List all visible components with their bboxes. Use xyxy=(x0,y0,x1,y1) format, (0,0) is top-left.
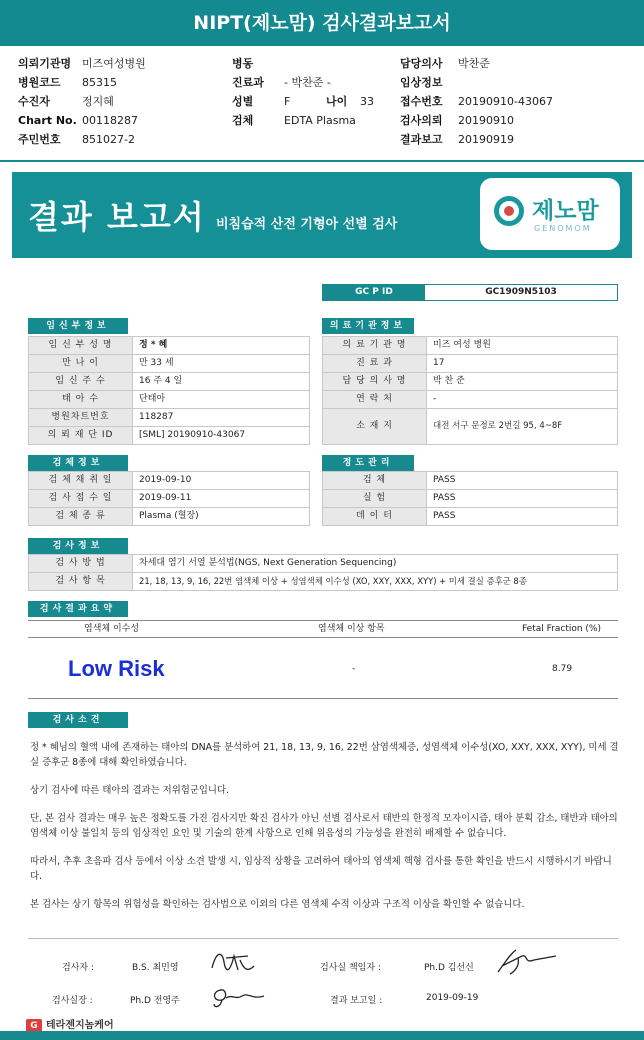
table-value: - xyxy=(427,391,618,409)
patient-info-col1 xyxy=(18,54,146,149)
table-row xyxy=(323,337,618,355)
table-value: 차세대 염기 서열 분석법(NGS, Next Generation Sequencing) xyxy=(133,555,618,573)
result-summary-head xyxy=(28,620,618,638)
info-row xyxy=(18,130,146,149)
tester-signature xyxy=(208,946,258,976)
pregnant-info-header: 임신부정보 xyxy=(28,318,128,334)
table-row xyxy=(29,337,310,355)
info-value: F xyxy=(284,95,291,108)
age-value: 33 xyxy=(360,95,374,108)
specimen-info-table xyxy=(28,471,310,526)
patient-info-col2 xyxy=(232,54,374,130)
table-row xyxy=(323,373,618,391)
table-row xyxy=(29,373,310,391)
gcp-id xyxy=(322,284,618,301)
report-title: NIPT(제노맘) 검사결과보고서 xyxy=(0,0,644,46)
test-info-header: 검사정보 xyxy=(28,538,128,554)
quality-control-table xyxy=(322,471,618,526)
company-mark-icon: G xyxy=(26,1019,42,1033)
table-value: 만 33 세 xyxy=(133,355,310,373)
table-value: 대전 서구 문정로 2번길 95, 4~8F xyxy=(427,409,618,445)
findings-paragraph: 따라서, 추후 초음파 검사 등에서 이상 소견 발생 시, 임상적 상황을 고려하여 태아의 염색체 핵형 검사를 통한 확인을 반드시 시행하시기 바랍니다. xyxy=(30,856,612,882)
info-key: 병동 xyxy=(232,57,254,70)
table-label: 검 사 방 법 xyxy=(29,555,133,573)
table-row xyxy=(29,573,618,591)
info-value: 미즈여성병원 xyxy=(82,57,146,70)
table-row xyxy=(29,472,310,490)
genomom-logo xyxy=(480,178,620,250)
info-value: - 박찬준 - xyxy=(284,76,331,89)
table-label: 의 료 기 관 명 xyxy=(323,337,427,355)
logo-name: 제노맘 xyxy=(532,198,599,224)
table-value: 17 xyxy=(427,355,618,373)
findings-paragraph: 상기 검사에 따른 태아의 결과는 저위험군입니다. xyxy=(30,785,230,796)
table-row xyxy=(323,409,618,445)
table-row xyxy=(323,508,618,526)
table-row xyxy=(323,355,618,373)
table-value: PASS xyxy=(427,508,618,526)
table-value: Plasma (혈장) xyxy=(133,508,310,526)
institution-info-table xyxy=(322,336,618,445)
table-value: 정 * 혜 xyxy=(133,337,310,355)
table-value: 118287 xyxy=(133,409,310,427)
info-key: 진료과 xyxy=(232,76,264,89)
fetal-fraction-value: 8.79 xyxy=(552,664,573,674)
patient-info-col3 xyxy=(400,54,553,149)
lab-manager-signature xyxy=(494,944,560,978)
info-key: 의뢰기관명 xyxy=(18,57,72,70)
table-label: 임 신 부 성 명 xyxy=(29,337,133,355)
lab-head-label: 검사실장 : xyxy=(52,996,93,1006)
info-row xyxy=(18,54,146,73)
info-row xyxy=(400,54,553,73)
table-label: 검 체 채 취 일 xyxy=(29,472,133,490)
info-row xyxy=(232,111,374,130)
table-value: 단태아 xyxy=(133,391,310,409)
table-row xyxy=(323,490,618,508)
findings-header: 검사소견 xyxy=(28,712,128,728)
info-key: 접수번호 xyxy=(400,95,443,108)
info-value: 85315 xyxy=(82,76,117,89)
report-date-label: 결과 보고일 : xyxy=(330,996,383,1006)
table-row xyxy=(323,391,618,409)
info-row xyxy=(232,73,374,92)
table-label: 소 재 지 xyxy=(323,409,427,445)
gcp-id-value: GC1909N5103 xyxy=(485,287,557,297)
institution-info-header: 의료기관정보 xyxy=(322,318,414,334)
table-label: 검 사 접 수 일 xyxy=(29,490,133,508)
table-label: 연 락 처 xyxy=(323,391,427,409)
table-value: [SML] 20190910-43067 xyxy=(133,427,310,445)
table-value: 미즈 여성 병원 xyxy=(427,337,618,355)
table-label: 검 체 종 류 xyxy=(29,508,133,526)
table-label: 검 체 xyxy=(323,472,427,490)
info-key: 성별 xyxy=(232,95,254,108)
info-row xyxy=(400,92,553,111)
table-label: 만 나 이 xyxy=(29,355,133,373)
info-value: 20190910-43067 xyxy=(458,95,553,108)
banner-title: 결과 보고서 xyxy=(28,198,206,236)
divider xyxy=(28,938,618,939)
table-label: 실 험 xyxy=(323,490,427,508)
table-row xyxy=(29,409,310,427)
table-label: 임 신 주 수 xyxy=(29,373,133,391)
info-row xyxy=(232,54,374,73)
lab-manager-label: 검사실 책임자 : xyxy=(320,963,381,973)
company-name: 테라젠지놈케어 xyxy=(46,1020,114,1031)
banner-subtitle: 비침습적 산전 기형아 선별 검사 xyxy=(216,217,398,232)
info-key: 수진자 xyxy=(18,95,50,108)
info-key: Chart No. xyxy=(18,114,77,127)
info-key: 검사의뢰 xyxy=(400,114,443,127)
table-row xyxy=(29,490,310,508)
info-row xyxy=(18,92,146,111)
bottom-bar xyxy=(0,1031,644,1040)
table-row xyxy=(323,472,618,490)
info-row xyxy=(400,73,553,92)
logo-mark-icon xyxy=(494,196,524,226)
patient-info xyxy=(18,54,628,152)
table-label: 진 료 과 xyxy=(323,355,427,373)
info-key: 담당의사 xyxy=(400,57,443,70)
lab-head-name: Ph.D 전영주 xyxy=(130,996,180,1006)
age-label: 나이 xyxy=(326,95,348,108)
info-value: 00118287 xyxy=(82,114,138,127)
info-key: 병원코드 xyxy=(18,76,61,89)
info-row xyxy=(400,130,553,149)
findings-text xyxy=(30,740,620,925)
table-label: 데 이 터 xyxy=(323,508,427,526)
info-key: 검체 xyxy=(232,114,254,127)
tester-label: 검사자 : xyxy=(62,963,94,973)
logo-en: GENOMOM xyxy=(534,224,592,233)
gcp-id-label: GC P ID xyxy=(323,285,425,300)
table-row xyxy=(29,355,310,373)
info-value: 정지혜 xyxy=(82,95,114,108)
divider xyxy=(0,160,644,162)
result-summary-header: 검사결과요약 xyxy=(28,601,128,617)
info-row xyxy=(232,92,374,111)
table-value: PASS xyxy=(427,490,618,508)
info-row xyxy=(18,73,146,92)
table-value: 21, 18, 13, 9, 16, 22번 염색체 이상 + 성염색체 이수성 (XO, XXY, XXX, XYY) + 미세 결실 증후군 8종 xyxy=(133,573,618,591)
lab-manager-name: Ph.D 김선신 xyxy=(424,963,474,973)
summary-col-fetal-fraction: Fetal Fraction (%) xyxy=(522,624,601,634)
findings-paragraph: 단, 본 검사 결과는 매우 높은 정확도를 가진 검사지만 확진 검사가 아닌 선별 검사로서 태반의 한정적 모자이시즘, 태아 분획 감소, 태반과 태아의 염색체 이상 불일치 등의 임상적인 요인 및 기술의 한계 사항으로 인해 위음성의 가능성을 완전히 배제할 수 없습니다. xyxy=(30,813,618,839)
tester-name: B.S. 최민영 xyxy=(132,963,179,973)
specimen-info-header: 검체정보 xyxy=(28,455,128,471)
findings-paragraph: 정 * 혜님의 혈액 내에 존재하는 태아의 DNA를 분석하여 21, 18, 13, 9, 16, 22번 삼염색체증, 성염색체 이수성(XO, XXY, XXX, XYY), 미세 결실 증후군 8종에 대해 확인하였습니다. xyxy=(30,742,619,768)
info-key: 주민번호 xyxy=(18,133,61,146)
table-row xyxy=(29,391,310,409)
table-label: 병원차트번호 xyxy=(29,409,133,427)
pregnant-info-table xyxy=(28,336,310,445)
table-value: 2019-09-11 xyxy=(133,490,310,508)
info-value: 박찬준 xyxy=(458,57,490,70)
table-value: PASS xyxy=(427,472,618,490)
table-label: 검 사 항 목 xyxy=(29,573,133,591)
info-value: 851027-2 xyxy=(82,133,135,146)
findings-paragraph: 본 검사는 상기 항목의 위험성을 확인하는 검사법으로 이외의 다른 염색체 수적 이상과 구조적 이상을 확인할 수 없습니다. xyxy=(30,899,525,910)
info-value: EDTA Plasma xyxy=(284,114,356,127)
info-row xyxy=(400,111,553,130)
table-value: 2019-09-10 xyxy=(133,472,310,490)
info-value: 20190910 xyxy=(458,114,514,127)
report-date-value: 2019-09-19 xyxy=(426,993,479,1003)
divider xyxy=(28,698,618,699)
report-banner xyxy=(12,172,632,258)
summary-col-abnormal: 염색체 이상 항목 xyxy=(318,624,385,634)
table-label: 의 뢰 재 단 ID xyxy=(29,427,133,445)
lab-head-signature xyxy=(208,982,268,1010)
table-row xyxy=(29,555,618,573)
info-key: 임상정보 xyxy=(400,76,443,89)
info-row xyxy=(18,111,146,130)
info-key: 결과보고 xyxy=(400,133,443,146)
info-value: 20190919 xyxy=(458,133,514,146)
table-label: 태 아 수 xyxy=(29,391,133,409)
test-info-table xyxy=(28,554,618,591)
quality-control-header: 정도관리 xyxy=(322,455,414,471)
table-label: 담 당 의 사 명 xyxy=(323,373,427,391)
summary-col-aneuploidy: 염색체 이수성 xyxy=(84,624,140,634)
table-row xyxy=(29,508,310,526)
risk-result: Low Risk xyxy=(68,656,165,681)
table-row xyxy=(29,427,310,445)
table-value: 박 찬 준 xyxy=(427,373,618,391)
table-value: 16 주 4 일 xyxy=(133,373,310,391)
abnormal-item-value: - xyxy=(352,664,356,674)
